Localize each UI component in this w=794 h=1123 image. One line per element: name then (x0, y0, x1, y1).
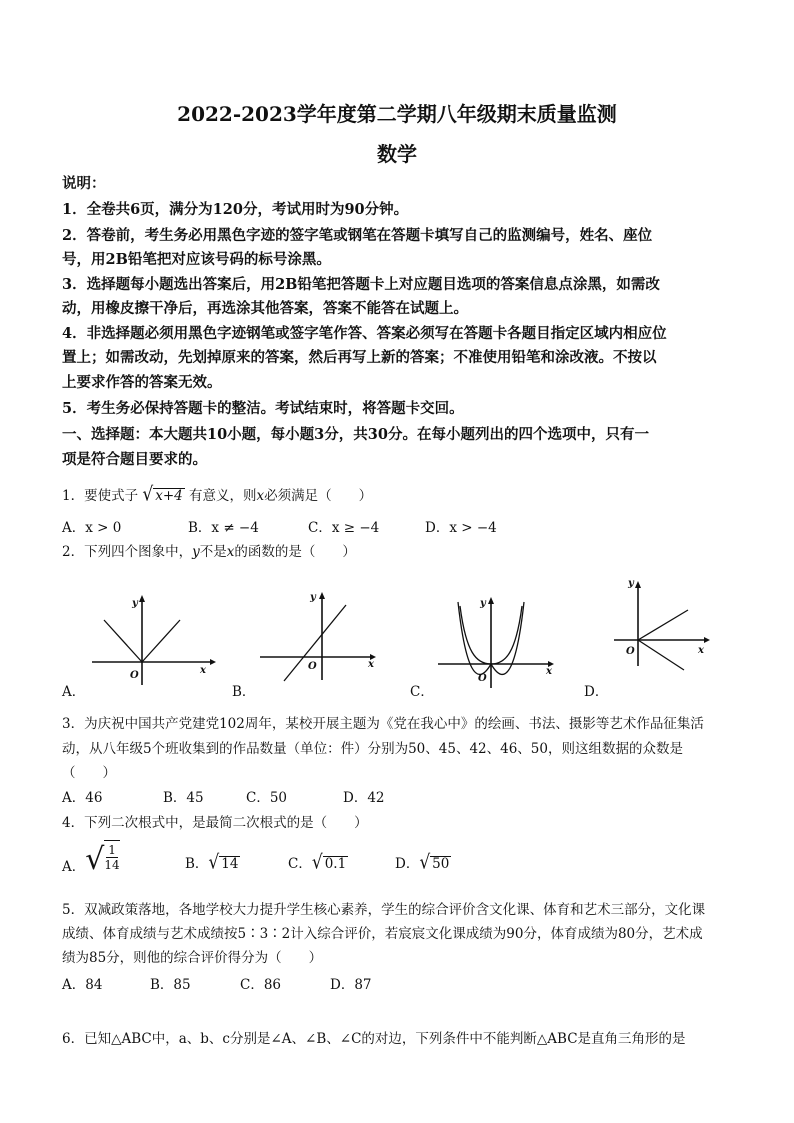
x-axis-label: x (200, 665, 206, 676)
q4-option-b[interactable]: B． √ 14 (185, 851, 239, 875)
origin-label: O (626, 646, 635, 657)
q2-option-b[interactable]: B． (232, 684, 256, 700)
question-2: 2．下列四个图象中，y不是x的函数的是（ ） (62, 544, 356, 560)
graph-c (436, 592, 566, 690)
q3-option-b[interactable]: B．45 (163, 790, 204, 806)
section-heading: 一、选择题：本大题共10小题，每小题3分，共30分。在每小题列出的四个选项中，只有一 (62, 426, 649, 443)
y-axis-label: y (310, 592, 316, 603)
question-5-line: 5．双减政策落地，各地学校大力提升学生核心素养，学生的综合评价含文化课、体育和艺术三部分，文化课 (62, 902, 706, 918)
q4-option-c[interactable]: C． √ 0.1 (288, 851, 347, 875)
question-1: 1．要使式子 √ x+4 有意义，则x必须满足（ ） (62, 483, 373, 507)
question-5-line: 绩为85分，则他的综合评价得分为（ ） (62, 950, 323, 966)
x-axis-label: x (546, 666, 552, 677)
q5-option-d[interactable]: D．87 (330, 977, 372, 993)
origin-label: O (478, 673, 487, 684)
instructions-heading: 说明： (62, 175, 106, 192)
origin-label: O (308, 661, 317, 672)
subject-title: 数学 (377, 142, 417, 166)
instruction-line: 5．考生务必保持答题卡的整洁。考试结束时，将答题卡交回。 (62, 400, 464, 417)
question-5-line: 成绩、体育成绩与艺术成绩按5∶3∶2计入综合评价，若宸宸文化课成绩为90分，体育成绩为80分，艺术成 (62, 926, 703, 942)
q5-option-b[interactable]: B．85 (150, 977, 191, 993)
q1-option-c[interactable]: C．x ≥ −4 (308, 520, 380, 536)
instruction-line: 置上；如需改动，先划掉原来的答案，然后再写上新的答案；不准使用铅笔和涂改液。不按以 (62, 349, 657, 366)
q5-option-c[interactable]: C．86 (240, 977, 282, 993)
question-3-line: （ ） (62, 765, 116, 781)
q4-option-a[interactable]: A． √ $\frac{1}{14}$ (62, 840, 120, 880)
question-3-line: 动，从八年级5个班收集到的作品数量（单位：件）分别为50、45、42、46、50，则这组数据的众数是 (62, 741, 683, 757)
q3-option-a[interactable]: A．46 (62, 790, 103, 806)
instruction-line: 2．答卷前，考生务必用黑色字迹的签字笔或钢笔在答题卡填写自己的监测编号，姓名、座位 (62, 227, 653, 244)
sqrt-expression: √ x+4 (142, 483, 183, 507)
question-3-line: 3．为庆祝中国共产党建党102周年，某校开展主题为《党在我心中》的绘画、书法、摄影等艺术作品征集活 (62, 716, 704, 732)
q4-option-d[interactable]: D． √ 50 (395, 851, 450, 875)
q2-option-d[interactable]: D． (584, 684, 609, 700)
y-axis-label: y (628, 578, 634, 589)
question-6: 6．已知△ABC中，a、b、c分别是∠A、∠B、∠C的对边，下列条件中不能判断△ABC是直角三角形的是 (62, 1031, 686, 1047)
q2-option-c[interactable]: C． (410, 684, 434, 700)
exam-title: 2022-2023学年度第二学期八年级期末质量监测 (177, 102, 617, 126)
graph-d (612, 574, 722, 684)
instruction-line: 3．选择题每小题选出答案后，用2B铅笔把答题卡上对应题目选项的答案信息点涂黑，如需改 (62, 276, 660, 293)
graph-b (258, 585, 388, 690)
q5-option-a[interactable]: A．84 (62, 977, 103, 993)
instruction-line: 1．全卷共6页，满分为120分，考试用时为90分钟。 (62, 201, 409, 218)
x-axis-label: x (368, 659, 374, 670)
instruction-line: 上要求作答的答案无效。 (62, 374, 222, 391)
q1-option-a[interactable]: A．x > 0 (62, 520, 122, 536)
instruction-line: 号，用2B铅笔把对应该号码的标号涂黑。 (62, 251, 331, 268)
y-axis-label: y (132, 598, 138, 609)
instruction-line: 动，用橡皮擦干净后，再选涂其他答案，答案不能答在试题上。 (62, 300, 468, 317)
x-axis-label: x (698, 645, 704, 656)
q3-option-c[interactable]: C．50 (246, 790, 288, 806)
question-4: 4．下列二次根式中，是最简二次根式的是（ ） (62, 815, 368, 831)
q2-option-a[interactable]: A． (62, 684, 86, 700)
section-heading: 项是符合题目要求的。 (62, 451, 207, 468)
y-axis-label: y (480, 598, 486, 609)
graph-a (90, 590, 220, 690)
q1-option-b[interactable]: B．x ≠ −4 (188, 520, 259, 536)
instruction-line: 4．非选择题必须用黑色字迹钢笔或签字笔作答、答案必须写在答题卡各题目指定区域内相应位 (62, 325, 667, 342)
q1-option-d[interactable]: D．x > −4 (425, 520, 497, 536)
q3-option-d[interactable]: D．42 (343, 790, 385, 806)
origin-label: O (130, 670, 139, 681)
